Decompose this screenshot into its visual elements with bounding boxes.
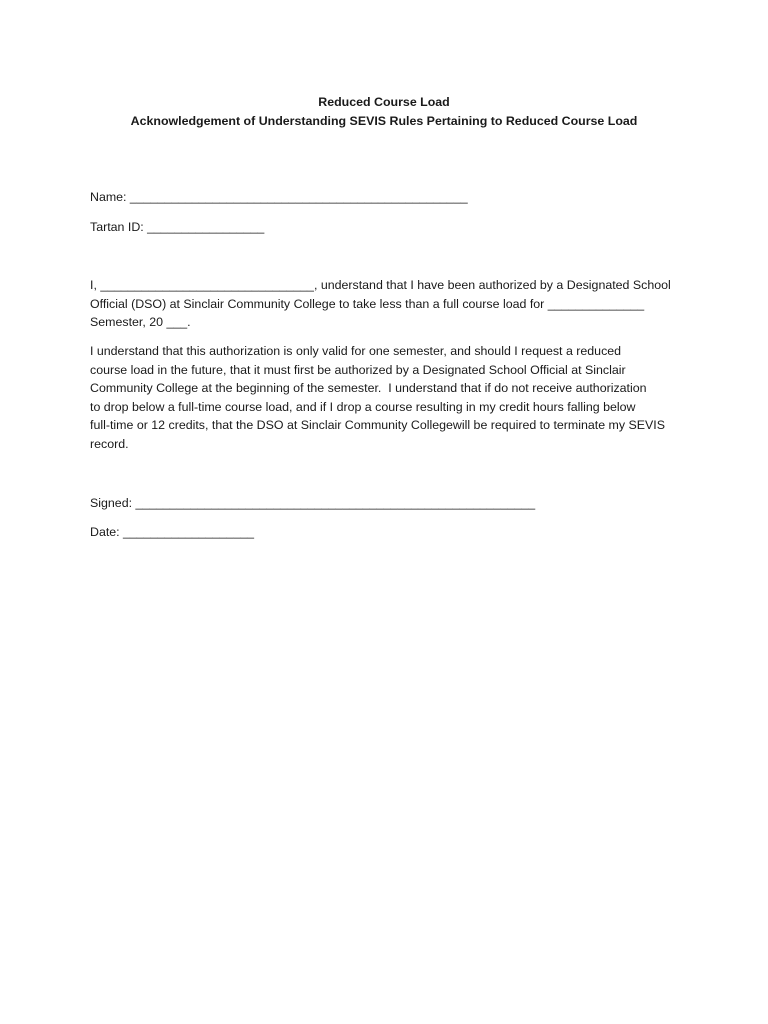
terms-paragraph xyxy=(90,342,686,453)
document-header xyxy=(0,93,768,130)
name-field: Name: _________________________________________________ xyxy=(90,190,468,204)
document-subtitle: Acknowledgement of Understanding SEVIS Rules Pertaining to Reduced Course Load xyxy=(130,113,638,128)
paragraph-line: Semester, 20 ___. xyxy=(90,315,191,329)
paragraph-line: I, _______________________________, understand that I have been authorized by a Designated School xyxy=(90,278,671,292)
paragraph-line: Official (DSO) at Sinclair Community College to take less than a full course load for ______________ xyxy=(90,296,645,311)
paragraph-line: to drop below a full-time course load, and if I drop a course resulting in my credit hours falling below xyxy=(90,399,636,414)
paragraph-line: course load in the future, that it must first be authorized by a Designated School Official at Sinclair xyxy=(90,362,626,377)
paragraph-line: Community College at the beginning of the semester. I understand that if do not receive authorization xyxy=(90,381,647,395)
authorization-paragraph xyxy=(90,276,686,332)
paragraph-line: full-time or 12 credits, that the DSO at Sinclair Community Collegewill be required to terminate my SEVIS xyxy=(90,418,666,432)
signed-field: Signed: __________________________________________________________ xyxy=(90,496,536,510)
tartan-id-field: Tartan ID: _________________ xyxy=(90,220,265,234)
paragraph-line: record. xyxy=(90,436,129,451)
document-title: Reduced Course Load xyxy=(318,95,450,109)
paragraph-line: I understand that this authorization is only valid for one semester, and should I request a reduced xyxy=(90,344,622,358)
date-field: Date: ___________________ xyxy=(90,525,254,539)
